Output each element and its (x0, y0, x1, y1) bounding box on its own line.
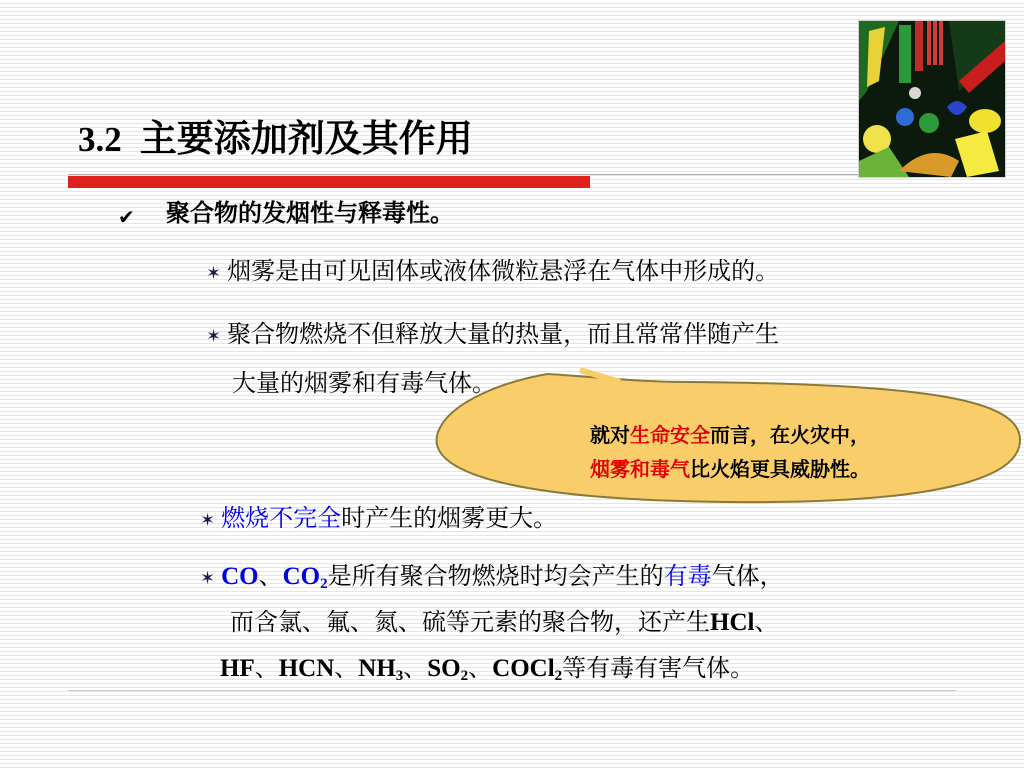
hf-formula: HF (220, 655, 255, 682)
separator: 、 (258, 562, 283, 590)
nh3-base: NH (358, 655, 396, 682)
incomplete-combustion-text: 时产生的烟雾更大。 (341, 504, 558, 532)
separator: 、 (468, 654, 493, 682)
co-formula: CO (221, 563, 259, 590)
cocl2-formula (492, 655, 562, 682)
title-text: 主要添加剂及其作用 (139, 117, 473, 160)
toxic-gases-line3 (220, 652, 754, 685)
title-underline (68, 174, 860, 175)
corner-photo (858, 20, 1006, 178)
callout-l1-suffix: 而言，在火灾中， (710, 423, 870, 447)
hcl-formula: HCl (710, 609, 755, 636)
toxic-gases-line2 (230, 606, 778, 639)
nh3-subscript: 3 (395, 668, 404, 684)
separator: 、 (254, 654, 279, 682)
toxic-gases-text2: 气体， (711, 562, 784, 590)
nh3-formula (358, 655, 403, 682)
so2-subscript: 2 (460, 668, 469, 684)
star-icon: ✶ (200, 510, 216, 531)
callout-life-safety: 生命安全 (630, 423, 710, 447)
callout-line1 (500, 418, 960, 452)
callout-text (500, 418, 960, 486)
separator: 、 (334, 654, 359, 682)
co2-base: CO (282, 563, 321, 590)
separator: 、 (754, 608, 779, 636)
callout-l1-prefix: 就对 (590, 423, 630, 447)
toxic-gases-text1: 是所有聚合物燃烧时均会产生的 (327, 562, 664, 590)
toxic-gases-tail: 等有毒有害气体。 (562, 654, 755, 682)
star-icon: ✶ (206, 263, 222, 284)
star-icon: ✶ (200, 568, 216, 589)
callout-line2 (500, 452, 960, 486)
hcn-formula: HCN (278, 655, 335, 682)
list-item-burning-heat (206, 318, 779, 353)
plastic-objects-photo-icon (859, 21, 1005, 177)
so2-base: SO (427, 655, 461, 682)
title-accent-bar (68, 176, 590, 188)
so2-formula (427, 655, 468, 682)
co2-subscript: 2 (320, 576, 328, 592)
list-item-toxic-gases (200, 560, 784, 595)
star-icon: ✶ (206, 326, 222, 347)
main-bullet-text: 聚合物的发烟性与释毒性。 (166, 198, 454, 227)
cocl2-base: COCl (492, 655, 555, 682)
callout-l2-suffix: 比火焰更具威胁性。 (690, 457, 870, 481)
list-item-smoke-definition (206, 255, 779, 290)
toxic-highlight: 有毒 (663, 562, 712, 590)
page-title (78, 108, 473, 162)
burning-line1: 聚合物燃烧不但释放大量的热量，而且常常伴随产生 (227, 320, 780, 348)
cocl2-subscript: 2 (554, 668, 563, 684)
separator: 、 (403, 654, 428, 682)
co2-formula (283, 563, 328, 590)
callout-smoke-toxic: 烟雾和毒气 (590, 457, 690, 481)
smoke-definition-text: 烟雾是由可见固体或液体微粒悬浮在气体中形成的。 (227, 257, 780, 285)
title-number: 3.2 (78, 120, 122, 159)
burning-line2: 大量的烟雾和有毒气体。 (232, 369, 496, 397)
bottom-divider (68, 690, 956, 691)
list-item-incomplete-combustion (200, 502, 557, 537)
incomplete-combustion-highlight: 燃烧不完全 (221, 504, 342, 532)
halogen-polymers-text: 而含氯、氟、氮、硫等元素的聚合物，还产生 (230, 608, 710, 636)
check-icon: ✔ (118, 205, 135, 229)
